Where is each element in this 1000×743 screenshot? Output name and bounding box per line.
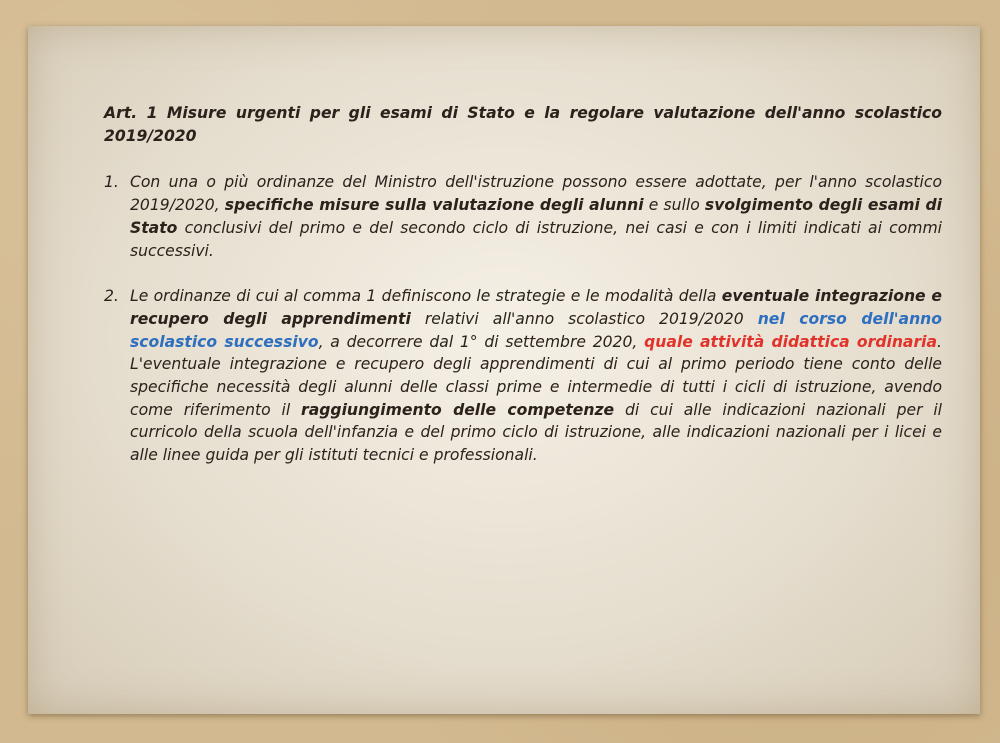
highlight-red-text: quale attività didattica ordinaria (644, 332, 938, 351)
emphasis-text: raggiungimento delle competenze (301, 400, 615, 419)
item-text: Le ordinanze di cui al comma 1 definiscono le strategie e le modalità della (130, 287, 722, 306)
item-text: . L'eventuale integrazione e recupero degli apprendimenti di cui al primo periodo tiene conto delle specifiche necessità degli alunni delle classi prime e intermedie di tutti i cicli di istruzione, avendo come riferimento il (130, 332, 942, 419)
item-number: 2. (104, 287, 119, 306)
list-item (104, 285, 942, 467)
item-text: , a decorrere dal 1° di settembre 2020, (318, 332, 645, 351)
item-text: di cui alle indicazioni nazionali per il curricolo della scuola dell'infanzia e del primo ciclo di istruzione, alle indicazioni nazionali per i licei e alle linee guida per gli istituti tecnici e professionali. (130, 400, 943, 465)
item-text: relativi all'anno scolastico 2019/2020 (410, 309, 758, 328)
paper-sheet (28, 26, 980, 714)
highlight-blue-text: nel corso dell'anno scolastico successivo (130, 309, 943, 351)
emphasis-text: svolgimento degli esami di Stato (130, 196, 942, 237)
article-list (104, 171, 942, 466)
item-text: e sullo (643, 196, 705, 215)
list-item (104, 171, 942, 262)
document-body (104, 102, 942, 490)
article-title: Art. 1 Misure urgenti per gli esami di Stato e la regolare valutazione dell'anno scolastico 2019/2020 (104, 104, 942, 145)
item-number: 1. (104, 173, 119, 192)
emphasis-text: eventuale integrazione e recupero degli apprendimenti (130, 287, 943, 328)
emphasis-text: specifiche misure sulla valutazione degli alunni (224, 196, 644, 215)
item-text: conclusivi del primo e del secondo ciclo di istruzione, nei casi e con i limiti indicati ai commi successivi. (130, 218, 942, 260)
item-text: Con una o più ordinanze del Ministro dell'istruzione possono essere adottate, per l'anno scolastico 2019/2020, (130, 173, 942, 215)
